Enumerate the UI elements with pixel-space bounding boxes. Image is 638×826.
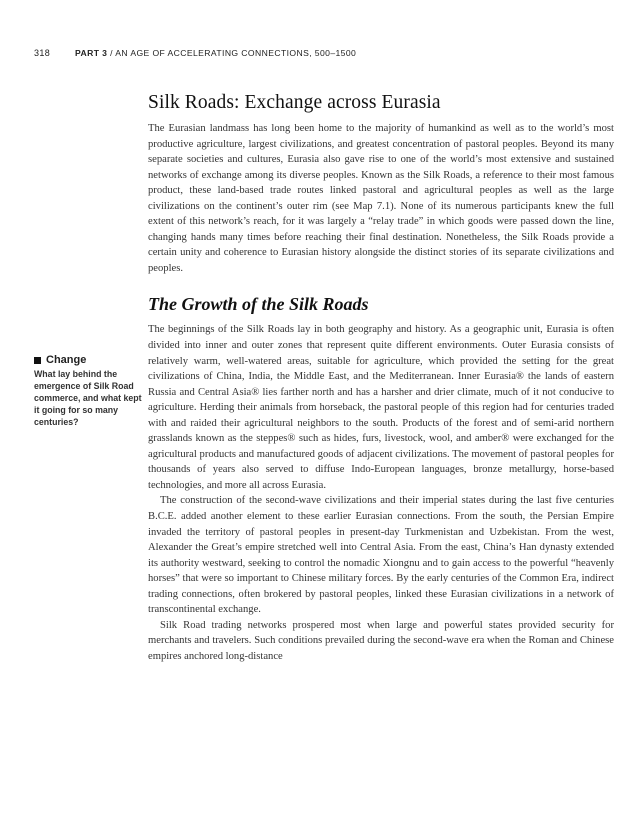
subsection-title: The Growth of the Silk Roads — [148, 294, 369, 315]
square-bullet-icon — [34, 357, 41, 364]
header-separator: / — [110, 48, 113, 58]
section-intro-paragraph: The Eurasian landmass has long been home to the majority of humankind as well as to the world’s most productive agriculture, largest civilizations, and greatest concentration of pastoral peoples. Beyond its many separate societies and cultures, Eurasia also gave rise to one of the world’s most extensive and sustained networks of exchange among its diverse peoples. Known as the Silk Roads, a reference to their most famous product, these land-based trade routes linked pastoral and agricultural peoples as well as the large civilizations on the continent’s outer rim (see Map 7.1). None of its numerous participants knew the full extent of this network’s reach, for it was largely a “relay trade” in which goods were passed down the line, changing hands many times before reaching their final destination. Nonetheless, the Silk Roads provide a certain unity and coherence to Eurasian history alongside the distinct stories of its separate civilizations and peoples. — [148, 123, 614, 274]
margin-question — [34, 354, 146, 428]
body-paragraph-1: The beginnings of the Silk Roads lay in both geography and history. As a geographic unit, Eurasia is often divided into inner and outer zones that represent quite different environments. Outer Eurasia consists of relatively warm, well-watered areas, suitable for agriculture, which provided the setting for the great civilizations of China, India, the Middle East, and the Mediterranean. Inner Eurasia® the lands of eastern Russia and Central Asia® lies farther north and has a harsher and drier climate, much of it not conducive to agriculture. Herding their animals from horseback, the pastoral people of this region had for centuries traded with and raided their agricultural neighbors to the south. Products of the forest and of semi-arid northern grasslands known as the steppes® such as hides, furs, livestock, wool, and amber® were exchanged for the agricultural products and manufactured goods of adjacent civilizations. The movement of pastoral peoples for thousands of years also served to diffuse Indo-European languages, bronze metallurgy, horse-based technologies, and more all across Eurasia. — [148, 324, 614, 491]
margin-question-label: Change — [46, 354, 87, 366]
main-content — [148, 92, 614, 665]
part-label: PART 3 — [75, 48, 108, 58]
margin-question-text: What lay behind the emergence of Silk Road commerce, and what kept it going for so many centuries? — [34, 369, 142, 427]
part-title: AN AGE OF ACCELERATING CONNECTIONS, 500–1500 — [115, 48, 357, 58]
running-header — [34, 48, 614, 58]
margin-question-heading — [34, 354, 146, 366]
body-paragraph-2: The construction of the second-wave civilizations and their imperial states during the last five centuries B.C.E. added another element to these earlier Eurasian connections. From the south, the Persian Empire invaded the territory of pastoral peoples in present-day Turkmenistan and Uzbekistan. From the west, Alexander the Great’s empire stretched well into Central Asia. From the east, China’s Han dynasty extended its authority westward, seeking to control the nomadic Xiongnu and to gain access to the powerful “heavenly horses” that were so important to Chinese military forces. By the early centuries of the Common Era, indirect trading connections, often brokered by pastoral peoples, linked these Eurasian civilizations in a network of transcontinental exchange. — [148, 495, 614, 616]
page-number: 318 — [34, 48, 51, 58]
body-paragraph-3: Silk Road trading networks prospered most when large and powerful states provided security for merchants and travelers. Such conditions prevailed during the second-wave era when the Roman and Chinese empires anchored long-distance — [148, 619, 614, 662]
section-title: Silk Roads: Exchange across Eurasia — [148, 92, 441, 113]
